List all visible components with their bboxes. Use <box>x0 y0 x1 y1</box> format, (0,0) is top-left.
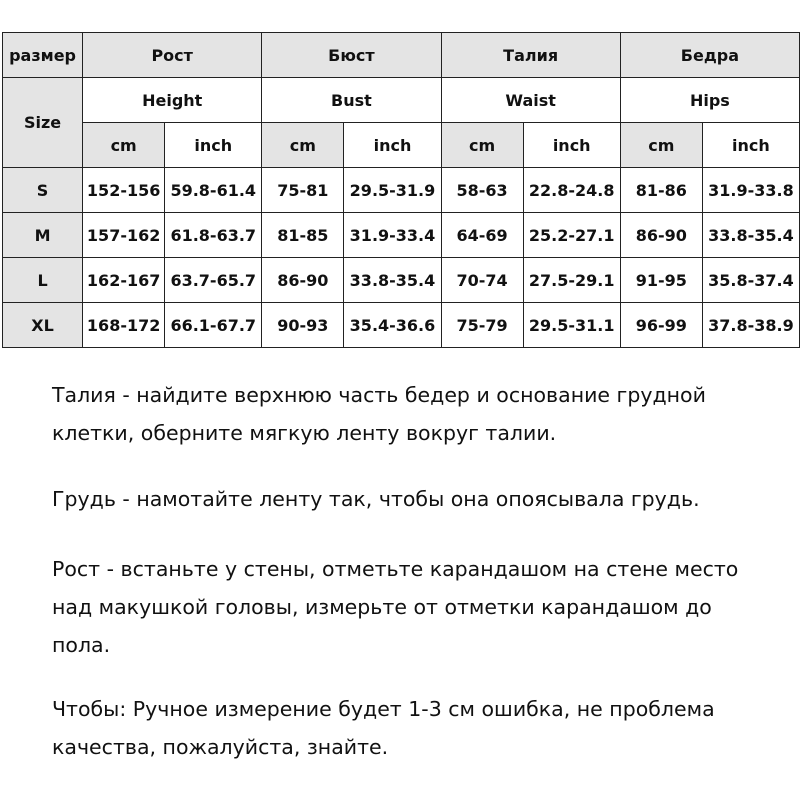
height-note-line: над макушкой головы, измерьте от отметки карандашом до <box>52 595 712 619</box>
unit-cell: inch <box>523 123 620 168</box>
unit-cell: inch <box>702 123 799 168</box>
header-bust-en: Bust <box>262 78 441 123</box>
header-size-en: Size <box>3 78 83 168</box>
size-cell: M <box>3 213 83 258</box>
value-cell: 33.8-35.4 <box>344 258 441 303</box>
value-cell: 59.8-61.4 <box>165 168 262 213</box>
value-cell: 168-172 <box>83 303 165 348</box>
header-hips-ru: Бедра <box>620 33 799 78</box>
value-cell: 35.4-36.6 <box>344 303 441 348</box>
value-cell: 58-63 <box>441 168 523 213</box>
value-cell: 90-93 <box>262 303 344 348</box>
table-row <box>3 303 800 348</box>
unit-cell: cm <box>262 123 344 168</box>
header-waist-ru: Талия <box>441 33 620 78</box>
header-bust-ru: Бюст <box>262 33 441 78</box>
value-cell: 81-85 <box>262 213 344 258</box>
value-cell: 75-79 <box>441 303 523 348</box>
value-cell: 37.8-38.9 <box>702 303 799 348</box>
size-chart-table <box>2 32 800 348</box>
size-cell: S <box>3 168 83 213</box>
table-row <box>3 213 800 258</box>
units-row <box>3 123 800 168</box>
value-cell: 22.8-24.8 <box>523 168 620 213</box>
unit-cell: inch <box>344 123 441 168</box>
error-note-line: Чтобы: Ручное измерение будет 1-3 см ошибка, не проблема <box>52 697 715 721</box>
unit-cell: cm <box>441 123 523 168</box>
value-cell: 63.7-65.7 <box>165 258 262 303</box>
measurement-notes <box>52 376 782 766</box>
value-cell: 96-99 <box>620 303 702 348</box>
unit-cell: inch <box>165 123 262 168</box>
height-note-line: Рост - встаньте у стены, отметьте карандашом на стене место <box>52 557 739 581</box>
waist-note-line: Талия - найдите верхнюю часть бедер и основание грудной <box>52 383 706 407</box>
value-cell: 91-95 <box>620 258 702 303</box>
header-hips-en: Hips <box>620 78 799 123</box>
value-cell: 29.5-31.1 <box>523 303 620 348</box>
table-row <box>3 258 800 303</box>
value-cell: 66.1-67.7 <box>165 303 262 348</box>
value-cell: 157-162 <box>83 213 165 258</box>
value-cell: 31.9-33.8 <box>702 168 799 213</box>
size-cell: L <box>3 258 83 303</box>
height-note-line: пола. <box>52 633 111 657</box>
value-cell: 152-156 <box>83 168 165 213</box>
table-row <box>3 168 800 213</box>
value-cell: 86-90 <box>262 258 344 303</box>
value-cell: 33.8-35.4 <box>702 213 799 258</box>
value-cell: 70-74 <box>441 258 523 303</box>
header-waist-en: Waist <box>441 78 620 123</box>
value-cell: 35.8-37.4 <box>702 258 799 303</box>
value-cell: 75-81 <box>262 168 344 213</box>
unit-cell: cm <box>83 123 165 168</box>
header-row-ru <box>3 33 800 78</box>
bust-note-line: Грудь - намотайте ленту так, чтобы она опоясывала грудь. <box>52 487 700 511</box>
value-cell: 27.5-29.1 <box>523 258 620 303</box>
error-note-line: качества, пожалуйста, знайте. <box>52 735 389 759</box>
value-cell: 31.9-33.4 <box>344 213 441 258</box>
header-height-ru: Рост <box>83 33 262 78</box>
size-cell: XL <box>3 303 83 348</box>
header-height-en: Height <box>83 78 262 123</box>
header-row-en <box>3 78 800 123</box>
value-cell: 25.2-27.1 <box>523 213 620 258</box>
value-cell: 81-86 <box>620 168 702 213</box>
value-cell: 162-167 <box>83 258 165 303</box>
value-cell: 86-90 <box>620 213 702 258</box>
value-cell: 61.8-63.7 <box>165 213 262 258</box>
header-size-ru: размер <box>3 33 83 78</box>
value-cell: 29.5-31.9 <box>344 168 441 213</box>
value-cell: 64-69 <box>441 213 523 258</box>
waist-note-line: клетки, оберните мягкую ленту вокруг талии. <box>52 421 557 445</box>
unit-cell: cm <box>620 123 702 168</box>
